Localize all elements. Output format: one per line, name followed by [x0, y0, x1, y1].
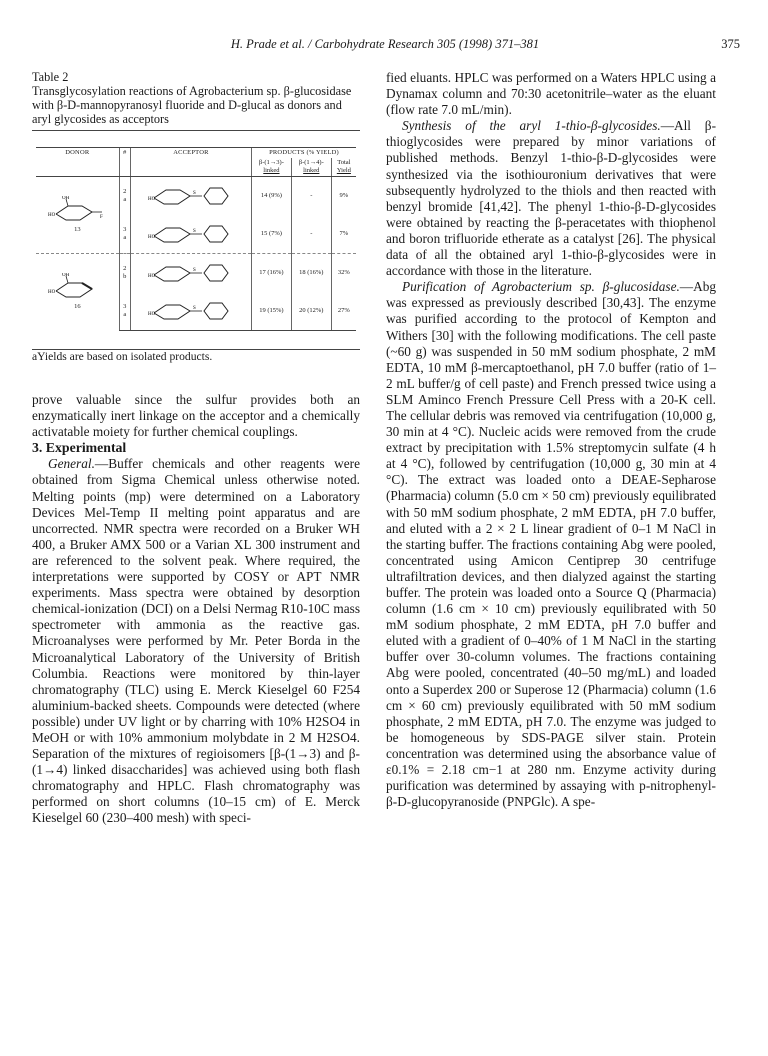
- running-header: [30, 37, 740, 53]
- thioglycoside-acceptor-structure: [148, 259, 234, 287]
- svg-text:S: S: [192, 229, 196, 234]
- col-donor: DONOR: [36, 148, 119, 159]
- svg-text:HO: HO: [147, 273, 156, 279]
- section-heading: 3. Experimental: [32, 440, 127, 456]
- sub-total: Total Yield: [331, 158, 356, 177]
- general-paragraph: General.—Buffer chemicals and other reagents were obtained from Sigma Chemical unless otherwise noted. Melting points (mp) were determined on a Laboratory Devices Mel-Temp II melting point apparatus and are uncorrected. NMR spectra were recorded on a Bruker WH 400, a Bruker AMX 500 or a Varian XL 300 instrument and are referenced to the solvent peak. Where required, the interpretations were supported by COSY or APT NMR experiments. Mass spectra were obtained by desorption chemical-ionization (DCI) on a Delsi Nermag R10-10C mass spectrometer with ammonia as the reactive gas. Microanalyses were performed by Mr. Peter Borda in the Microanalytical Laboratory of the University of British Columbia. Reactions were monitored by thin-layer chromatography (TLC) using E. Merck Kieselgel 60 F254 aluminium-backed sheets. Compounds were detected (where possible) under UV light or by charring with 10% H2SO4 in MeOH or with 10% ammonium molybdate in 2 M H2SO4. Separation of the mixtures of regioisomers [β-(1→3) and β-(1→4) linked disaccharides] was achieved using both flash chromatography and HPLC. Flash chromatography was performed on short columns (10–15 cm) of E. Merck Kieselgel 60 (230–400 mesh) with speci-: [32, 456, 360, 826]
- table-row: 3 a HO S 19 (15%) 20 (12%) 27%: [36, 292, 356, 330]
- synthesis-paragraph: Synthesis of the aryl 1-thio-β-glycosides.—All β-thioglycosides were prepared by minor variations of published methods. Benzyl 1-thio-β-D-glycosides were synthesized via the isothiouronium derivatives that were subsequently hydrolyzed to the thiols and then reacted with benzyl bromide [41,42]. The phenyl 1-thio-β-D-glycosides were obtained by reacting the β-peracetates with thiophenol and boron trifluoride etherate as a catalyst [26]. The physical data of all the obtained aryl 1-thio-β-glycosides were in accordance with those in the literature.: [386, 118, 716, 279]
- glucal-structure: [48, 273, 106, 303]
- svg-text:S: S: [192, 305, 196, 311]
- table-footnote: aYields are based on isolated products.: [32, 350, 213, 363]
- donor-cell: HO OH 16: [36, 254, 119, 331]
- table-row: HO OH 16 2 b HO S 17 (16%) 18 (16%) 32%: [36, 254, 356, 292]
- sub-b14: β-(1→4)- linked: [291, 158, 331, 177]
- svg-text:HO: HO: [147, 311, 156, 317]
- donor-cell: HO OH F 13: [36, 177, 119, 254]
- body-paragraph: prove valuable since the sulfur provides both an enzymatically inert linkage on the acceptor and a chemically activatable moiety for further chemical couplings.: [32, 392, 360, 440]
- col-num: #: [119, 148, 130, 159]
- svg-text:HO: HO: [48, 290, 56, 295]
- cell-b14: -: [291, 177, 331, 216]
- table-row: HO OH F 13 2 a HO S 14 (9%) - 9%: [36, 177, 356, 216]
- sub-b13: β-(1→3)- linked: [251, 158, 291, 177]
- acceptor-cell: [130, 215, 251, 254]
- mannosyl-fluoride-structure: [48, 196, 106, 226]
- thioglycoside-acceptor-structure: [148, 297, 234, 325]
- caption-rule: [32, 130, 360, 131]
- svg-text:S: S: [192, 267, 196, 273]
- cell-total: 9%: [331, 177, 356, 216]
- table-row: 3 a HO S 15 (7%) - 7%: [36, 215, 356, 254]
- right-column: [386, 70, 716, 810]
- body-paragraph: fied eluants. HPLC was performed on a Waters HPLC using a Dynamax column and 70:30 acetonitrile–water as the eluant (flow rate 7.0 mL/min).: [386, 70, 716, 118]
- col-products: PRODUCTS (% YIELD): [251, 148, 356, 159]
- svg-text:HO: HO: [147, 235, 156, 240]
- svg-text:F: F: [100, 215, 104, 220]
- acceptor-cell: [130, 292, 251, 330]
- cell-b14: 20 (12%): [291, 292, 331, 330]
- acceptor-cell: [130, 254, 251, 292]
- table-caption: Transglycosylation reactions of Agrobacterium sp. β-glucosidase with β-D-mannopyranosyl fluoride and D-glucal as donors and aryl glycosides as acceptors: [32, 84, 352, 126]
- left-column: [32, 70, 360, 827]
- table-figure: [32, 147, 360, 345]
- svg-text:OH: OH: [62, 196, 70, 201]
- purification-paragraph: Purification of Agrobacterium sp. β-glucosidase.—Abg was expressed as previously described [30,43]. The enzyme was purified according to the protocol of Kempton and Withers [30] with the following modifications. The cell paste (~60 g) was suspended in 50 mM sodium phosphate, 2 mM EDTA, 10 mM β-mercaptoethanol, pH 7.0 buffer (ratio of 1–2 mL buffer/g of cell paste) and French pressed twice using a SLM Aminco French Pressure Cell Press with a 20-K cell. The cellular debris was removed via centrifugation (10,000 g, 30 min at 4 °C). Nucleic acids were removed from the crude extract by precipitation with 1.5% streptomycin sulfate (4 h at 4 °C), followed by centrifugation (10,000 g, 30 min at 4 °C). The extract was loaded onto a DEAE-Sepharose (Pharmacia) column (5.0 cm × 50 cm) previously equilibrated with 50 mM sodium phosphate, 2 mM EDTA, pH 7.0 buffer, and eluted with a 2 × 2 L linear gradient of 0–1 M NaCl in the starting buffer. The fractions containing Abg were pooled, concentrated using Amicon Centiprep 30 centrifuge ultrafiltration devices, and then dialyzed against the starting buffer. The protein was loaded onto a Source Q (Pharmacia) column (1.6 cm × 10 cm) previously equilibrated with 50 mM sodium phosphate, 2 mM EDTA, pH 7.0 buffer and eluted with a gradient of 0–40% of 1 M NaCl in the starting buffer over 30-column volumes. The fractions containing Abg were pooled, concentrated (40–50 mg/mL) and loaded onto a Superdex 200 or Superose 12 (Pharmacia) column (1.6 cm × 60 cm) previously equilibrated with 50 mM sodium phosphate, 2 mM EDTA, pH 7.0. The enzyme was judged to be homogeneous by SDS-PAGE silver stain. Protein concentration was determined using the absorbance value of ε0.1% = 2.18 cm−1 at 280 nm. Enzyme activity during purification was determined by assaying with p-nitrophenyl-β-D-glucopyranoside (PNPGlc). A spe-: [386, 279, 716, 810]
- cell-b13: 14 (9%): [251, 177, 291, 216]
- acceptor-cell: [130, 177, 251, 216]
- cell-b14: -: [291, 215, 331, 254]
- svg-text:S: S: [192, 191, 196, 196]
- cell-total: 27%: [331, 292, 356, 330]
- cell-b13: 15 (7%): [251, 215, 291, 254]
- thioglycoside-acceptor-structure: [148, 182, 234, 210]
- svg-text:OH: OH: [62, 273, 70, 278]
- col-acceptor: ACCEPTOR: [130, 148, 251, 159]
- cell-b13: 17 (16%): [251, 254, 291, 292]
- cell-b13: 19 (15%): [251, 292, 291, 330]
- table-label: Table 2: [32, 70, 69, 84]
- cell-b14: 18 (16%): [291, 254, 331, 292]
- page-number: 375: [721, 37, 740, 51]
- transglycosylation-table: [36, 147, 356, 331]
- svg-text:HO: HO: [48, 213, 56, 218]
- svg-text:HO: HO: [147, 197, 156, 202]
- running-title: H. Prade et al. / Carbohydrate Research 305 (1998) 371–381: [230, 37, 540, 51]
- cell-total: 32%: [331, 254, 356, 292]
- thioglycoside-acceptor-structure: [148, 220, 234, 248]
- cell-total: 7%: [331, 215, 356, 254]
